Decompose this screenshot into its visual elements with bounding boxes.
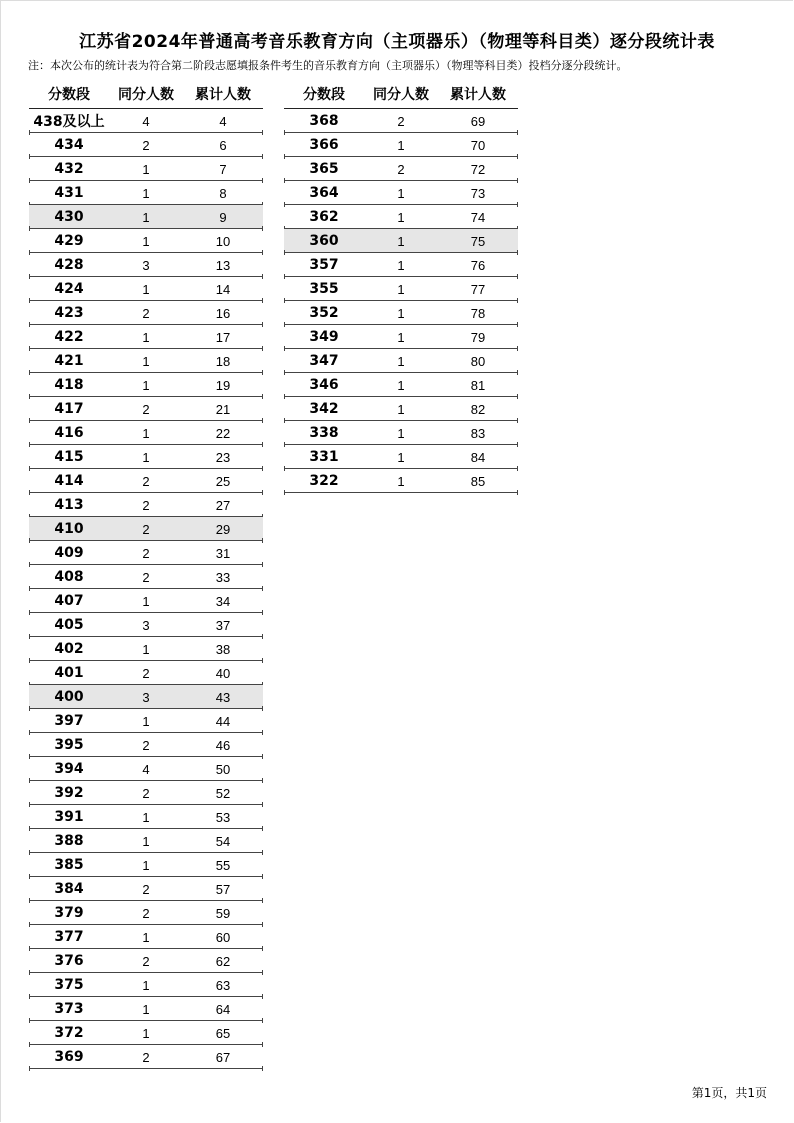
cell-score: 362 [309,209,339,225]
cell-count: 1 [142,833,150,849]
cell-count: 1 [142,209,150,225]
table-row [29,685,263,709]
cell-total: 75 [470,233,486,249]
cell-score: 424 [54,281,84,297]
cell-count: 1 [142,977,150,993]
cell-count: 2 [142,881,150,897]
cell-score: 394 [54,761,84,777]
cell-score: 385 [54,857,84,873]
table-row [29,109,263,133]
cell-total: 67 [215,1049,231,1065]
cell-total: 83 [470,425,486,441]
cell-total: 50 [215,761,231,777]
cell-score: 422 [54,329,84,345]
cell-total: 80 [470,353,486,369]
cell-total: 44 [215,713,231,729]
table-row [29,181,263,205]
cell-count: 1 [397,305,405,321]
cell-score: 421 [54,353,84,369]
cell-count: 1 [142,713,150,729]
table-row [29,277,263,301]
table-row [29,205,263,229]
table-row [29,445,263,469]
cell-count: 1 [142,329,150,345]
cell-score: 431 [54,185,84,201]
cell-count: 2 [142,665,150,681]
cell-score: 379 [54,905,84,921]
table-row [284,421,518,445]
cell-total: 63 [215,977,231,993]
cell-count: 1 [142,641,150,657]
cell-count: 2 [142,137,150,153]
table-row [29,925,263,949]
cell-count: 1 [397,281,405,297]
cell-score: 407 [54,593,84,609]
cell-score: 342 [309,401,339,417]
cell-count: 2 [142,305,150,321]
cell-total: 22 [215,425,231,441]
table-row [284,253,518,277]
cell-score: 429 [54,233,84,249]
cell-count: 3 [142,689,150,705]
cell-total: 33 [215,569,231,585]
table-row [29,325,263,349]
table-row [284,325,518,349]
table-row [284,373,518,397]
cell-count: 1 [397,233,405,249]
cell-total: 59 [215,905,231,921]
cell-total: 19 [215,377,231,393]
cell-count: 1 [142,161,150,177]
cell-score: 391 [54,809,84,825]
table-row [29,157,263,181]
cell-score: 416 [54,425,84,441]
header-count: 同分人数 [373,87,429,103]
header-total: 累计人数 [450,87,506,103]
cell-score: 364 [309,185,339,201]
cell-count: 2 [142,473,150,489]
cell-score: 368 [309,113,339,129]
cell-score: 377 [54,929,84,945]
cell-total: 70 [470,137,486,153]
cell-count: 1 [397,425,405,441]
table-row [29,493,263,517]
cell-score: 400 [54,689,84,705]
cell-total: 8 [219,185,227,201]
cell-total: 55 [215,857,231,873]
table-body [284,109,518,493]
cell-total: 76 [470,257,486,273]
cell-count: 4 [142,761,150,777]
cell-score: 338 [309,425,339,441]
cell-total: 21 [215,401,231,417]
cell-count: 1 [397,473,405,489]
table-row [29,733,263,757]
cell-total: 31 [215,545,231,561]
cell-score: 331 [309,449,339,465]
table-row [29,661,263,685]
cell-total: 34 [215,593,231,609]
table-right [284,80,518,493]
cell-total: 62 [215,953,231,969]
cell-count: 1 [142,353,150,369]
cell-count: 1 [397,257,405,273]
cell-count: 1 [142,377,150,393]
cell-total: 6 [219,137,227,153]
cell-total: 46 [215,737,231,753]
cell-count: 1 [397,353,405,369]
table-row [284,229,518,253]
cell-score: 349 [309,329,339,345]
table-row [29,757,263,781]
table-row [29,349,263,373]
cell-total: 17 [215,329,231,345]
cell-count: 1 [397,449,405,465]
table-row [29,781,263,805]
cell-count: 2 [142,545,150,561]
table-row [284,349,518,373]
cell-count: 1 [142,281,150,297]
table-row [284,181,518,205]
table-row [29,397,263,421]
cell-score: 410 [54,521,84,537]
table-row [29,973,263,997]
cell-total: 57 [215,881,231,897]
cell-total: 74 [470,209,486,225]
cell-count: 2 [397,113,405,129]
cell-count: 2 [142,497,150,513]
table-header [284,80,518,108]
cell-score: 434 [54,137,84,153]
cell-score: 384 [54,881,84,897]
cell-total: 4 [219,113,227,129]
table-row [29,1021,263,1045]
page-note: 注：本次公布的统计表为符合第二阶段志愿填报条件考生的音乐教育方向（主项器乐）（物理等科目类）投档分逐分段统计。 [28,59,628,72]
cell-total: 27 [215,497,231,513]
header-total: 累计人数 [195,87,251,103]
cell-total: 40 [215,665,231,681]
table-row [284,205,518,229]
table-row [29,1045,263,1069]
cell-count: 2 [142,953,150,969]
cell-score: 402 [54,641,84,657]
cell-score: 360 [309,233,339,249]
cell-count: 2 [397,161,405,177]
table-left [29,80,263,1069]
cell-count: 2 [142,521,150,537]
cell-score: 414 [54,473,84,489]
cell-count: 1 [142,185,150,201]
table-row [29,901,263,925]
cell-count: 2 [142,401,150,417]
table-row [29,229,263,253]
cell-total: 29 [215,521,231,537]
table-row [29,805,263,829]
cell-score: 366 [309,137,339,153]
cell-score: 388 [54,833,84,849]
cell-total: 9 [219,209,227,225]
table-row [284,301,518,325]
cell-total: 14 [215,281,231,297]
cell-score: 373 [54,1001,84,1017]
cell-score: 418 [54,377,84,393]
cell-score: 423 [54,305,84,321]
cell-total: 7 [219,161,227,177]
table-row [29,637,263,661]
cell-total: 18 [215,353,231,369]
cell-score: 438及以上 [33,114,105,130]
cell-score: 401 [54,665,84,681]
cell-total: 77 [470,281,486,297]
cell-count: 1 [397,401,405,417]
cell-total: 82 [470,401,486,417]
cell-total: 79 [470,329,486,345]
cell-count: 1 [397,377,405,393]
cell-total: 64 [215,1001,231,1017]
cell-total: 69 [470,113,486,129]
cell-score: 413 [54,497,84,513]
cell-score: 346 [309,377,339,393]
table-body [29,109,263,1069]
cell-score: 409 [54,545,84,561]
table-row [29,565,263,589]
cell-score: 357 [309,257,339,273]
cell-count: 1 [142,857,150,873]
cell-total: 84 [470,449,486,465]
cell-count: 1 [142,1025,150,1041]
header-score: 分数段 [48,87,90,103]
table-row [284,397,518,421]
cell-count: 1 [397,209,405,225]
cell-count: 2 [142,569,150,585]
cell-score: 417 [54,401,84,417]
cell-count: 1 [397,185,405,201]
cell-score: 428 [54,257,84,273]
cell-count: 3 [142,617,150,633]
table-row [284,277,518,301]
cell-total: 38 [215,641,231,657]
table-row [284,109,518,133]
cell-total: 25 [215,473,231,489]
cell-score: 372 [54,1025,84,1041]
cell-total: 43 [215,689,231,705]
cell-total: 78 [470,305,486,321]
cell-score: 430 [54,209,84,225]
cell-total: 52 [215,785,231,801]
cell-total: 54 [215,833,231,849]
table-row [284,133,518,157]
table-row [29,301,263,325]
cell-total: 73 [470,185,486,201]
cell-score: 369 [54,1049,84,1065]
cell-count: 2 [142,1049,150,1065]
cell-total: 65 [215,1025,231,1041]
cell-total: 81 [470,377,486,393]
cell-count: 2 [142,737,150,753]
table-row [29,517,263,541]
page-number: 第1页，共1页 [691,1086,767,1100]
cell-count: 1 [397,329,405,345]
cell-count: 2 [142,785,150,801]
cell-count: 1 [142,1001,150,1017]
cell-score: 397 [54,713,84,729]
cell-count: 1 [142,929,150,945]
table-row [29,949,263,973]
cell-score: 395 [54,737,84,753]
cell-total: 13 [215,257,231,273]
cell-score: 432 [54,161,84,177]
table-row [29,709,263,733]
table-row [29,469,263,493]
table-row [284,157,518,181]
page-title: 江苏省2024年普通高考音乐教育方向（主项器乐）（物理等科目类）逐分段统计表 [79,32,715,52]
cell-score: 392 [54,785,84,801]
cell-score: 322 [309,473,339,489]
table-row [29,133,263,157]
table-header [29,80,263,108]
table-row [29,589,263,613]
cell-count: 1 [142,233,150,249]
header-count: 同分人数 [118,87,174,103]
table-row [29,829,263,853]
cell-score: 352 [309,305,339,321]
cell-score: 365 [309,161,339,177]
cell-score: 415 [54,449,84,465]
cell-count: 1 [397,137,405,153]
table-row [29,373,263,397]
table-row [284,469,518,493]
cell-score: 376 [54,953,84,969]
table-row [29,253,263,277]
table-row [29,877,263,901]
cell-total: 72 [470,161,486,177]
cell-score: 355 [309,281,339,297]
cell-count: 2 [142,905,150,921]
table-row [29,541,263,565]
cell-count: 3 [142,257,150,273]
cell-score: 375 [54,977,84,993]
cell-total: 37 [215,617,231,633]
cell-count: 1 [142,425,150,441]
table-row [29,421,263,445]
cell-total: 16 [215,305,231,321]
header-score: 分数段 [303,87,345,103]
table-row [29,997,263,1021]
cell-total: 53 [215,809,231,825]
cell-count: 1 [142,449,150,465]
cell-total: 10 [215,233,231,249]
cell-score: 405 [54,617,84,633]
cell-score: 347 [309,353,339,369]
cell-score: 408 [54,569,84,585]
cell-total: 85 [470,473,486,489]
table-row [29,853,263,877]
cell-total: 60 [215,929,231,945]
table-row [29,613,263,637]
cell-count: 4 [142,113,150,129]
cell-count: 1 [142,593,150,609]
cell-total: 23 [215,449,231,465]
cell-count: 1 [142,809,150,825]
table-row [284,445,518,469]
